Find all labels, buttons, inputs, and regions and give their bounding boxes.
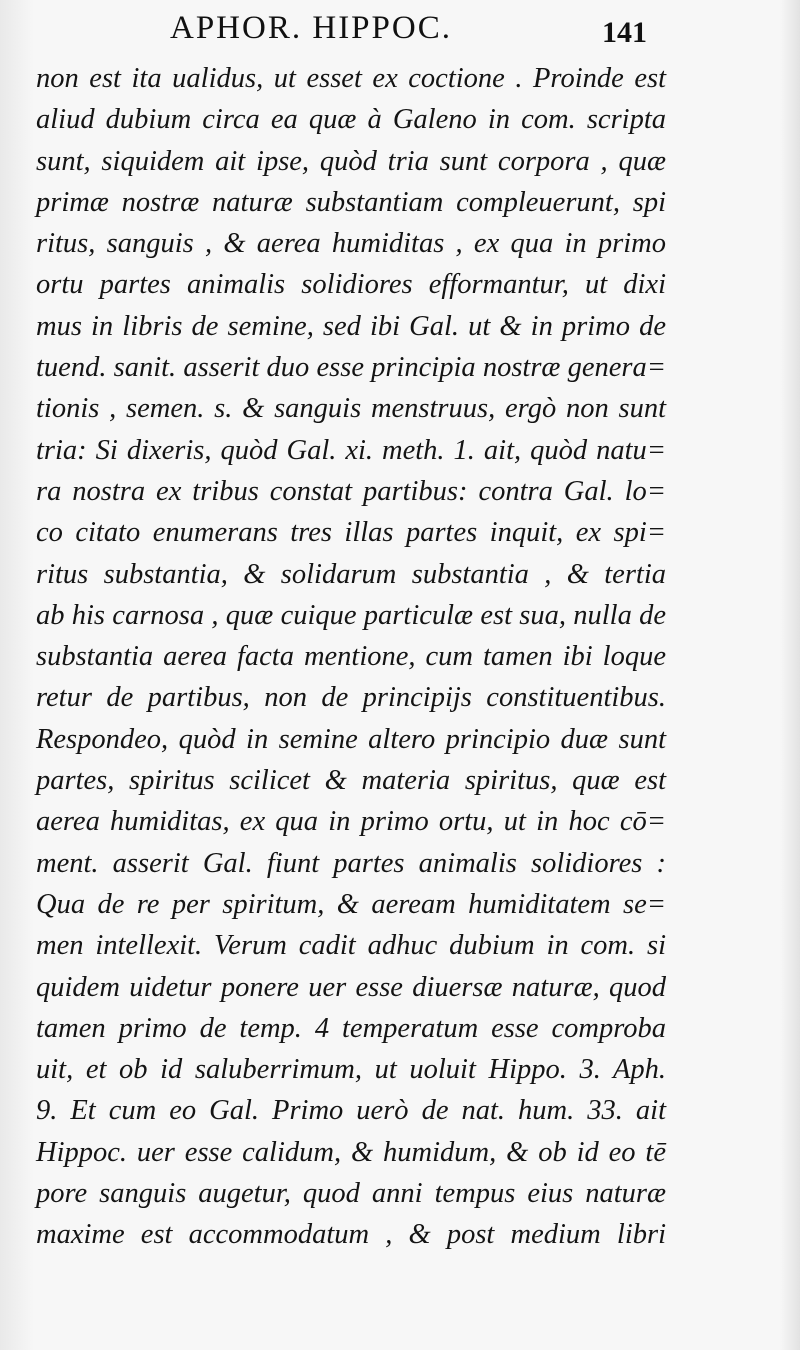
- text-line: retur de partibus, non de principijs constituentibus.: [36, 682, 666, 714]
- text-line: tria: Si dixeris, quòd Gal. xi. meth. 1. ait, quòd natu=: [36, 434, 666, 466]
- text-line: ab his carnosa , quæ cuique particulæ est sua, nulla de: [36, 599, 666, 631]
- text-line: partes, spiritus scilicet & materia spiritus, quæ est: [36, 765, 666, 797]
- text-line: pore sanguis augetur, quod anni tempus eius naturæ: [36, 1178, 666, 1210]
- text-line: non est ita ualidus, ut esset ex coctione . Proinde est: [36, 63, 666, 94]
- running-head: APHOR. HIPPOC.: [170, 10, 452, 46]
- text-line: aliud dubium circa ea quæ à Galeno in com. scripta: [36, 104, 666, 136]
- text-line: quidem uidetur ponere uer esse diuersæ naturæ, quod: [36, 971, 666, 1003]
- text-line: mus in libris de semine, sed ibi Gal. ut & in primo de: [36, 310, 666, 342]
- text-line: tamen primo de temp. 4 temperatum esse comproba: [36, 1012, 666, 1044]
- text-line: ritus substantia, & solidarum substantia , & tertia: [36, 558, 666, 590]
- text-line: tuend. sanit. asserit duo esse principia nostræ genera=: [36, 352, 666, 384]
- gutter-shadow: [0, 0, 34, 1350]
- page-header: [170, 10, 670, 50]
- text-line: Qua de re per spiritum, & aeream humiditatem se=: [36, 888, 666, 920]
- text-line: uit, et ob id saluberrimum, ut uoluit Hippo. 3. Aph.: [36, 1054, 666, 1086]
- text-line: men intellexit. Verum cadit adhuc dubium in com. si: [36, 930, 666, 962]
- text-line: ortu partes animalis solidiores efformantur, ut dixi: [36, 269, 666, 301]
- text-line: 9. Et cum eo Gal. Primo uerò de nat. hum. 33. ait: [36, 1095, 666, 1127]
- body-text: [36, 58, 666, 1256]
- text-line: ritus, sanguis , & aerea humiditas , ex qua in primo: [36, 228, 666, 260]
- text-line: sunt, siquidem ait ipse, quòd tria sunt corpora , quæ: [36, 145, 666, 177]
- text-line: Respondeo, quòd in semine altero principio duæ sunt: [36, 723, 666, 755]
- text-line: substantia aerea facta mentione, cum tamen ibi loque: [36, 641, 666, 673]
- text-line: maxime est accommodatum , & post medium libri: [36, 1219, 666, 1251]
- text-line: ment. asserit Gal. fiunt partes animalis solidiores :: [36, 847, 666, 879]
- text-line: tionis , semen. s. & sanguis menstruus, ergò non sunt: [36, 393, 666, 425]
- page-number: 141: [602, 16, 647, 49]
- text-line: primæ nostræ naturæ substantiam compleuerunt, spi: [36, 186, 666, 218]
- text-line: Hippoc. uer esse calidum, & humidum, & ob id eo tē: [36, 1136, 666, 1168]
- page-edge-shadow: [780, 0, 800, 1350]
- text-line: ra nostra ex tribus constat partibus: contra Gal. lo=: [36, 475, 666, 507]
- text-line: co citato enumerans tres illas partes inquit, ex spi=: [36, 517, 666, 549]
- text-line: aerea humiditas, ex qua in primo ortu, ut in hoc cō=: [36, 806, 666, 838]
